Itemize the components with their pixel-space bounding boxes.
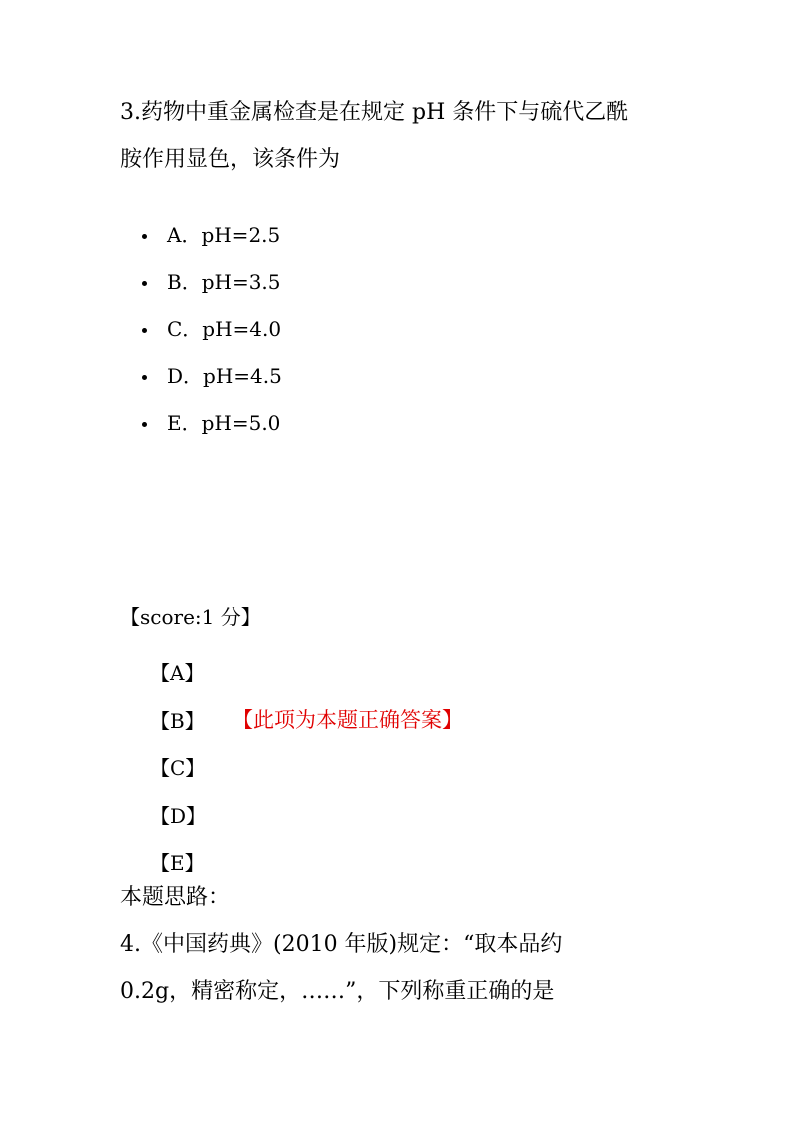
- answer-letter: 【D】: [150, 803, 207, 828]
- option-b: [142, 257, 282, 304]
- bullet-icon: [142, 234, 147, 239]
- answer-letter: 【C】: [150, 756, 206, 781]
- option-e-label: E．pH=5.0: [167, 411, 281, 435]
- answer-letter: 【E】: [150, 851, 205, 876]
- option-d-label: D．pH=4.5: [167, 364, 282, 388]
- question-3-text-line-2: 胺作用显色，该条件为: [120, 147, 341, 172]
- option-b-label: B．pH=3.5: [167, 270, 281, 294]
- question-4-text-line-1: 4.《中国药典》(2010 年版)规定：“取本品约: [120, 932, 563, 957]
- option-c-label: C．pH=4.0: [167, 317, 282, 341]
- bullet-icon: [142, 422, 147, 427]
- option-a-label: A．pH=2.5: [167, 223, 281, 247]
- answer-letter: 【B】: [150, 708, 205, 733]
- option-d: [142, 351, 282, 398]
- bullet-icon: [142, 375, 147, 380]
- answer-list: [150, 648, 463, 886]
- answer-row-b: [150, 696, 463, 744]
- question-4-text-line-2: 0.2g，精密称定，……”，下列称重正确的是: [120, 979, 555, 1004]
- option-c: [142, 304, 282, 351]
- correct-answer-note: 【此项为本题正确答案】: [232, 708, 463, 733]
- option-e: [142, 398, 282, 445]
- solution-thinking-label: 本题思路：: [120, 885, 231, 910]
- answer-letter: 【A】: [150, 661, 205, 686]
- question-3-text-line-1: 3.药物中重金属检查是在规定 pH 条件下与硫代乙酰: [120, 100, 629, 125]
- question-3-options: [142, 210, 282, 445]
- score-label: 【score:1 分】: [120, 605, 261, 629]
- answer-row-a: [150, 648, 463, 696]
- answer-row-d: [150, 791, 463, 839]
- bullet-icon: [142, 328, 147, 333]
- bullet-icon: [142, 281, 147, 286]
- answer-row-c: [150, 743, 463, 791]
- answer-row-e: [150, 838, 463, 886]
- option-a: [142, 210, 282, 257]
